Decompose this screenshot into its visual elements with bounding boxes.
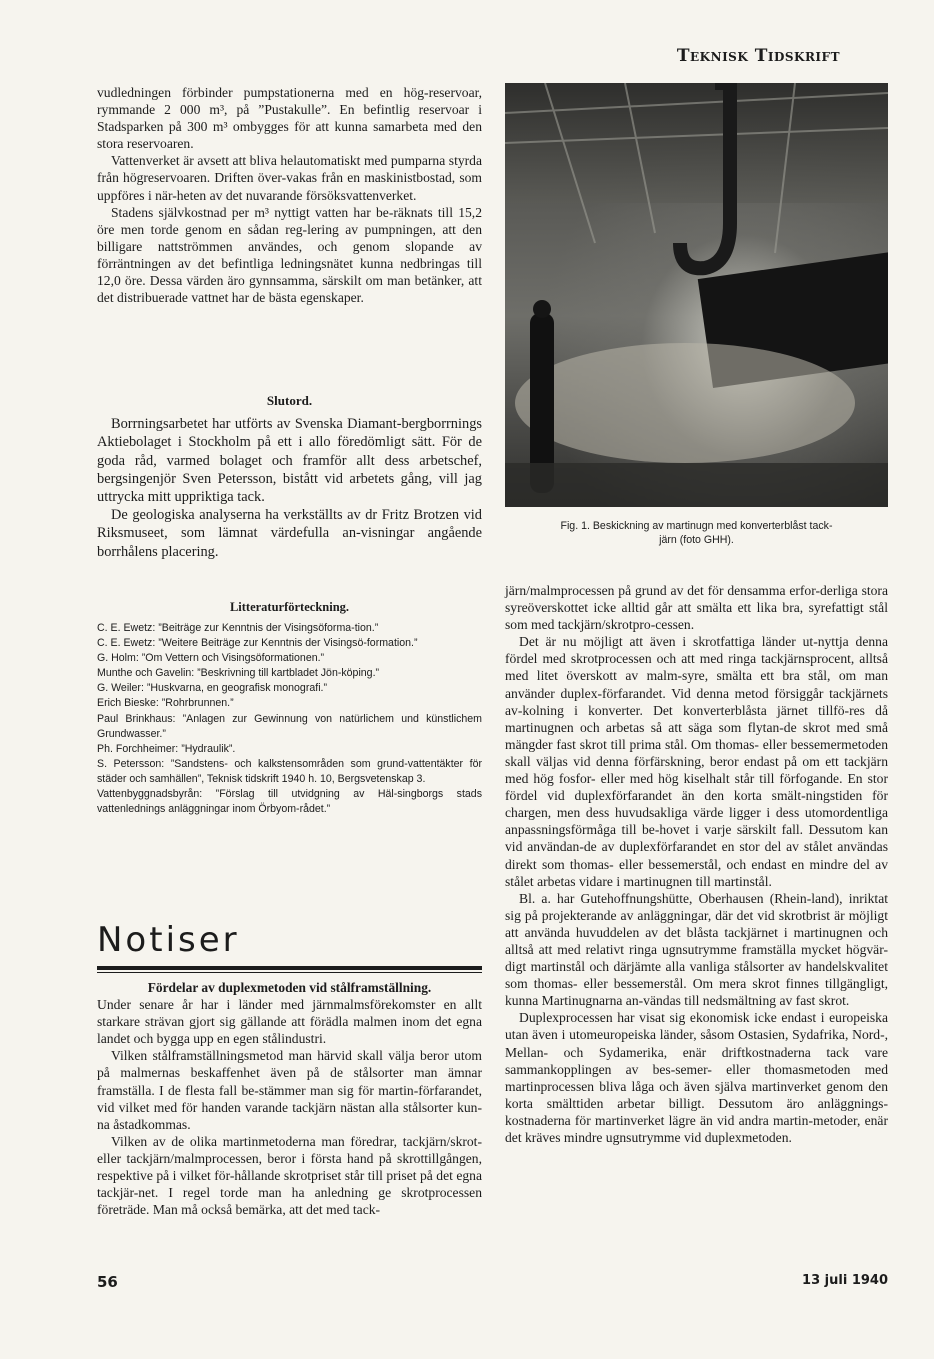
reference-item: Vattenbyggnadsbyrån: ”Förslag till utvidgning av Häl-singborgs stads vattenlednings anläggningar inom Örbyom-rådet.”: [97, 788, 482, 816]
slutord-section: [97, 392, 482, 561]
article: [97, 979, 482, 1218]
reference-item: Munthe och Gavelin: ”Beskrivning till kartbladet Jön-köping.”: [97, 667, 380, 680]
paragraph: Borrningsarbetet har utförts av Svenska Diamant-bergborrnings Aktiebolaget i Stockholm på ett i allo föredömligt sätt. För de goda råd, varmed bolaget och framför allt dess arbetschef, bergsingenjör Sven Petersson, bistått vid arbetets gång, vill jag uttrycka mitt uppriktiga tack.: [97, 416, 482, 505]
running-head: Teknisk Tidskrift: [676, 46, 840, 66]
paragraph: Under senare år har i länder med järnmalmsförekomster en allt starkare strävan gjort sig gällande att förädla malmen inom det egna landet och bygga upp en egen stålindustri.: [97, 997, 482, 1047]
paragraph: Det är nu möjligt att även i skrotfattiga länder ut-nyttja denna fördel med skrotprocessen och att med ringa tackjärnsprocent, alltså med litet överskott av malm-syre, smälta ett bra stål, om man använder duplex-förfarandet. Vid denna metod försiggår tackjärnets av-kolning i konverter. Det konverterblåsta järnet tillfö-res då martinugnen och arbetas så att säga som flytan-de skrot med små mängder fast skrot till prima stål. Om thomas- eller bessemermetoden skall väljas vid denna förfärskning, beror endast på om ett tackjärn med hög fosfor- eller med hög kiselhalt står till förfogande. En stor fördel vid duplexförfarandet än den korta smält-ningstiden för chargen, men dess huvudsakliga värde ligger i dess utomordentliga anpassningsförmåga till be-hovet i varje särskilt fall. Dessutom kan vid användan-de av duplexförfarandet en stor del av stålet användas direkt som thomas- eller bessemerstål, och endast en mindre del av stålet arbetas vidare i martinugnen till martinstål.: [505, 634, 888, 889]
figure-photo: [505, 83, 888, 507]
paragraph: vudledningen förbinder pumpstationerna med en hög-reservoar, rymmande 2 000 m³, på ”Pustakulle”. En befintlig reservoar i Stadsparken på 300 m³ ombygges för att kunna samarbeta med den stora reservoaren.: [97, 85, 482, 152]
caption-line: Fig. 1. Beskickning av martinugn med konverterblåst tack-: [560, 520, 833, 532]
reference-item: G. Weiler: ”Huskvarna, en geografisk monografi.”: [97, 682, 328, 695]
photo-illustration: [505, 83, 888, 507]
figure-caption: [505, 519, 888, 547]
paragraph: Duplexprocessen har visat sig ekonomisk icke endast i europeiska utan även i utomeuropeiska länder, såsom Ostasien, Sydafrika, Nord-, Mellan- och Sydamerika, enär driftkostnaderna tack vare sammankopplingen av bes-semer- eller thomasmetoden med martinprocessen bliva låga och även själva martinverket genom den korta smälttiden arbetar billigt. Dessutom äro anläggnings-kostnaderna för martinverket lägre än vid andra martin-metoder, enär det kräves mindre ugnsutrymme vid duplexmetoden.: [505, 1010, 888, 1145]
paragraph: De geologiska analyserna ha verkställts av dr Fritz Brotzen vid Riksmuseet, som lämnat värdefulla an-visningar angående borrhålens placering.: [97, 507, 482, 560]
reference-item: Ph. Forchheimer: ”Hydraulik”.: [97, 742, 236, 755]
reference-item: Erich Bieske: ”Rohrbrunnen.”: [97, 697, 234, 710]
section-rule: [97, 966, 482, 970]
paragraph: Bl. a. har Gutehoffnungshütte, Oberhausen (Rhein-land), inriktat sig på projekterande av anläggningar, där det vid skrotbrist är möjligt att använda huvuddelen av det blåsta tackjärnet i martinugnen och alltså att med relativt ringa ugnsutrymme framställa mycket högvär-digt martinstål och därjämte alla vanliga stålsorter av handelskvalitet som thomas- eller bessemerstål. Om mera skrot finnes tillgängligt, kunna Martinugnarna an-vändas till nedsmältning av fast skrot.: [505, 890, 888, 1009]
paragraph: Vilken stålframställningsmetod man härvid skall välja beror utom på malmernas beskaffenhet även på de stålsorter man ämnar framställa. I de flesta fall be-stämmer man sig för martin-förfarandet, vid vilket med för handen varande tackjärn nästan alla stålsorter kun-na åstadkommas.: [97, 1048, 482, 1132]
paragraph: Vattenverket är avsett att bliva helautomatiskt med pumparna styrda från högreservoaren. Driften över-vakas från en maskinistbostad, som uppföres i när-heten av det nuvarande försöksvattenverket.: [97, 153, 482, 203]
reference-item: G. Holm: ”Om Vettern och Visingsöformationen.”: [97, 652, 325, 665]
reference-item: C. E. Ewetz: ”Beiträge zur Kenntnis der Visingsöforma-tion.”: [97, 622, 379, 634]
issue-date: 13 juli 1940: [802, 1273, 888, 1288]
references-section: [97, 600, 482, 817]
section-title: Notiser: [97, 920, 240, 960]
references-list: [97, 621, 482, 817]
references-heading: Litteraturförteckning.: [229, 600, 350, 614]
paragraph: järn/malmprocessen på grund av det för densamma erfor-derliga stora syreöverskottet icke alltid går att smälta ett lika bra, syrefattigt stål som med tackjärn/skrotpro-cessen.: [505, 583, 888, 633]
page-number: 56: [97, 1273, 118, 1291]
article-title: Fördelar av duplexmetoden vid stålframställning.: [147, 980, 432, 995]
section-rule-thin: [97, 972, 482, 973]
reference-item: C. E. Ewetz: ”Weitere Beiträge zur Kenntnis der Visingsö-formation.”: [97, 637, 418, 650]
slutord-heading: Slutord.: [266, 393, 313, 408]
reference-item: S. Petersson: ”Sandstens- och kalkstensområden som grund-vattentäkter för städer och samhällen”, Teknisk tidskrift 1940 h. 10, Bergsvetenskap 3.: [97, 757, 482, 785]
caption-line: järn (foto GHH).: [659, 534, 734, 546]
paragraph: Vilken av de olika martinmetoderna man föredrar, tackjärn/skrot- eller tackjärn/malmprocessen, beror i första hand på skrottillgången, respektive på i vilket för-hållande skrotpriset står till priset på det egna tackjär-net. I regel torde man ha anledning ge skrotprocessen företräde. Man må också bemärka, att det med tack-: [97, 1133, 482, 1218]
paragraph: Stadens självkostnad per m³ nyttigt vatten har be-räknats till 15,2 öre men torde genom en sådan reg-lering av pumpningen, att den billigare nattströmmen användes, och genom slopande av förräntningen av det befintliga ledningsnätet kunna nedbringas till 12,0 öre. Dessa värden äro gynnsamma, särskilt om man betänker, att det distribuerade vattnet har de bästa egenskaper.: [97, 204, 482, 306]
reference-item: Paul Brinkhaus: ”Anlagen zur Gewinnung von natürlichem und künstlichem Grundwasser.”: [97, 712, 482, 740]
right-column-text: [505, 582, 888, 1146]
left-column-top: [97, 84, 482, 306]
